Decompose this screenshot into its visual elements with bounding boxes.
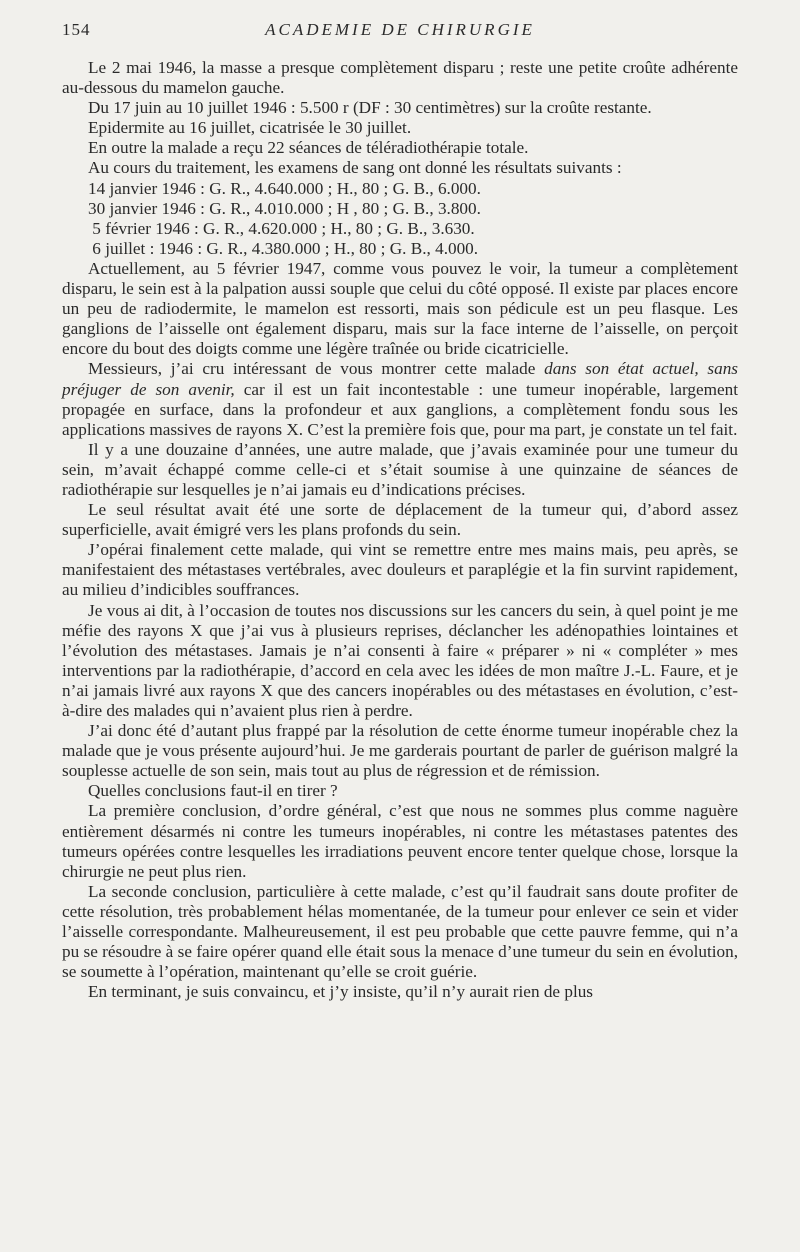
blood-result-row: 5 février 1946 : G. R., 4.620.000 ; H., 80 ; G. B., 3.630.	[88, 218, 475, 238]
page-header	[62, 20, 738, 44]
paragraph: Actuellement, au 5 février 1947, comme vous pouvez le voir, la tumeur a complètement disparu, le sein est à la palpation aussi souple que celui du côté opposé. Il existe par places encore un peu de radiodermite, le mamelon est ressorti, mais son pédicule est un peu flasque. Les ganglions de l’aisselle ont également disparu, mais sur la face interne de l’aisselle, on perçoit encore du bout des doigts comme une légère traînée ou bride cicatricielle.	[62, 258, 738, 359]
paragraph: Je vous ai dit, à l’occasion de toutes nos discussions sur les cancers du sein, à quel point je me méfie des rayons X que j’ai vus à plusieurs reprises, déclancher les adénopathies lointaines et l’évolution des métastases. Jamais je n’ai consenti à faire « préparer » ni « compléter » mes interventions par la radiothérapie, d’accord en cela avec les idées de mon maître J.-L. Faure, et je n’ai jamais livré aux rayons X que des cancers inopérables ou des métastases en évolution, c’est-à-dire des malades qui n’avaient plus rien à perdre.	[62, 600, 738, 720]
paragraph: En outre la malade a reçu 22 séances de téléradiothérapie totale.	[88, 138, 529, 158]
blood-result-row: 30 janvier 1946 : G. R., 4.010.000 ; H , 80 ; G. B., 3.800.	[88, 198, 481, 218]
paragraph-text: Messieurs, j’ai cru intéressant de vous montrer cette malade	[88, 359, 545, 379]
paragraph: Epidermite au 16 juillet, cicatrisée le 30 juillet.	[88, 118, 412, 138]
paragraph: J’ai donc été d’autant plus frappé par la résolution de cette énorme tumeur inopérable chez la malade que je vous présente aujourd’hui. Je me garderais pourtant de parler de guérison malgré la souplesse actuelle de son sein, mais tout au plus de régression et de rémission.	[62, 721, 738, 781]
blood-result-row: 6 juillet : 1946 : G. R., 4.380.000 ; H., 80 ; G. B., 4.000.	[88, 238, 479, 258]
blood-result-row: 14 janvier 1946 : G. R., 4.640.000 ; H., 80 ; G. B., 6.000.	[88, 178, 481, 198]
paragraph: Il y a une douzaine d’années, une autre malade, que j’avais examinée pour une tumeur du sein, m’avait échappé comme celle-ci et s’était soumise à une quinzaine de séances de radiothérapie sur lesquelles je n’ai jamais eu d’indications précises.	[62, 439, 738, 499]
paragraph: J’opérai finalement cette malade, qui vint se remettre entre mes mains mais, peu après, se manifestaient des métastases vertébrales, avec douleurs et paraplégie et la fin survint rapidement, au milieu d’indicibles souffrances.	[62, 540, 738, 600]
paragraph: Au cours du traitement, les examens de sang ont donné les résultats suivants :	[88, 158, 622, 178]
paragraph: La première conclusion, d’ordre général, c’est que nous ne sommes plus comme naguère entièrement désarmés ni contre les tumeurs inopérables, ni contre les métastases patentes des tumeurs opérées contre lesquelles les irradiations peuvent encore tenter quelque chose, lorsque la chirurgie ne peut plus rien.	[62, 801, 738, 881]
paragraph: Du 17 juin au 10 juillet 1946 : 5.500 r (DF : 30 centimètres) sur la croûte restante.	[88, 98, 652, 118]
paragraph	[62, 359, 738, 439]
paragraph: Quelles conclusions faut-il en tirer ?	[88, 781, 338, 801]
paragraph: En terminant, je suis convaincu, et j’y insiste, qu’il n’y aurait rien de plus	[88, 982, 594, 1002]
body-text	[62, 58, 738, 1002]
paragraph-text: car il est un fait incontestable : une tumeur inopérable, largement propagée en surface, dans la profondeur et aux ganglions, a complètement fondu sous les applications massives de rayons X. C’est la première fois que, pour ma part, je constate un tel fait.	[62, 379, 739, 439]
paragraph: Le 2 mai 1946, la masse a presque complètement disparu ; reste une petite croûte adhérente au-dessous du mamelon gauche.	[62, 58, 738, 98]
paragraph: Le seul résultat avait été une sorte de déplacement de la tumeur qui, d’abord assez superficielle, avait émigré vers les plans profonds du sein.	[62, 500, 738, 540]
running-head: ACADEMIE DE CHIRURGIE	[265, 20, 535, 39]
page-number: 154	[62, 20, 91, 39]
blood-results-list	[62, 179, 738, 259]
emphasis-text: dans son état actuel, sans préjuger de son avenir,	[62, 359, 738, 399]
paragraph: La seconde conclusion, particulière à cette malade, c’est qu’il faudrait sans doute profiter de cette résolution, très probablement hélas momentanée, de la tumeur pour enlever ce sein et vider l’aisselle correspondante. Malheureusement, il est peu probable que cette pauvre femme, qui n’a pu se résoudre à se faire opérer quand elle était sous la menace d’une tumeur du sein en évolution, se soumette à l’opération, maintenant qu’elle se croit guérie.	[62, 881, 738, 982]
